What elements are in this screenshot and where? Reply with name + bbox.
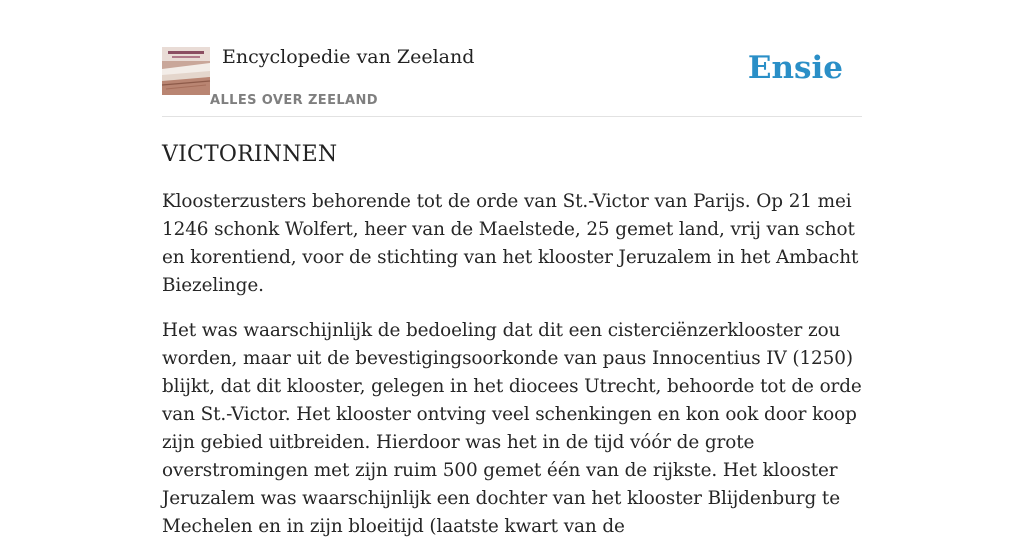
article-paragraph: Kloosterzusters behorende tot de orde van St.-Victor van Parijs. Op 21 mei 1246 schonk Wolfert, heer van de Maelstede, 25 gemet land, vrij van schot en korentiend, voor de stichting van het klooster Jeruzalem in het Ambacht Biezelinge. — [162, 191, 859, 296]
site-header — [162, 0, 862, 117]
article — [162, 140, 862, 558]
article-title: VICTORINNEN — [162, 142, 338, 167]
article-paragraph: Het was waarschijnlijk de bedoeling dat dit een cisterciënzerklooster zou worden, maar uit de bevestigingsoorkonde van paus Innocentius IV (1250) blijkt, dat dit klooster, gelegen in het diocees Utrecht, behoorde tot de orde van St.-Victor. Het klooster ontving veel schenkingen en kon ook door koop zijn gebied uitbreiden. Hierdoor was het in de tijd vóór de grote overstromingen met zijn ruim 500 gemet één van de rijkste. Het klooster Jeruzalem was waarschijnlijk een dochter van het klooster Blijdenburg te Mechelen en in zijn bloeitijd (laatste kwart van de — [162, 320, 862, 537]
site-subtitle: ALLES OVER ZEELAND — [210, 93, 378, 108]
brand-logo[interactable]: Ensie — [747, 50, 843, 86]
book-pages-icon — [162, 47, 210, 95]
site-title[interactable]: Encyclopedie van Zeeland — [222, 46, 475, 68]
site-avatar[interactable] — [162, 47, 210, 95]
